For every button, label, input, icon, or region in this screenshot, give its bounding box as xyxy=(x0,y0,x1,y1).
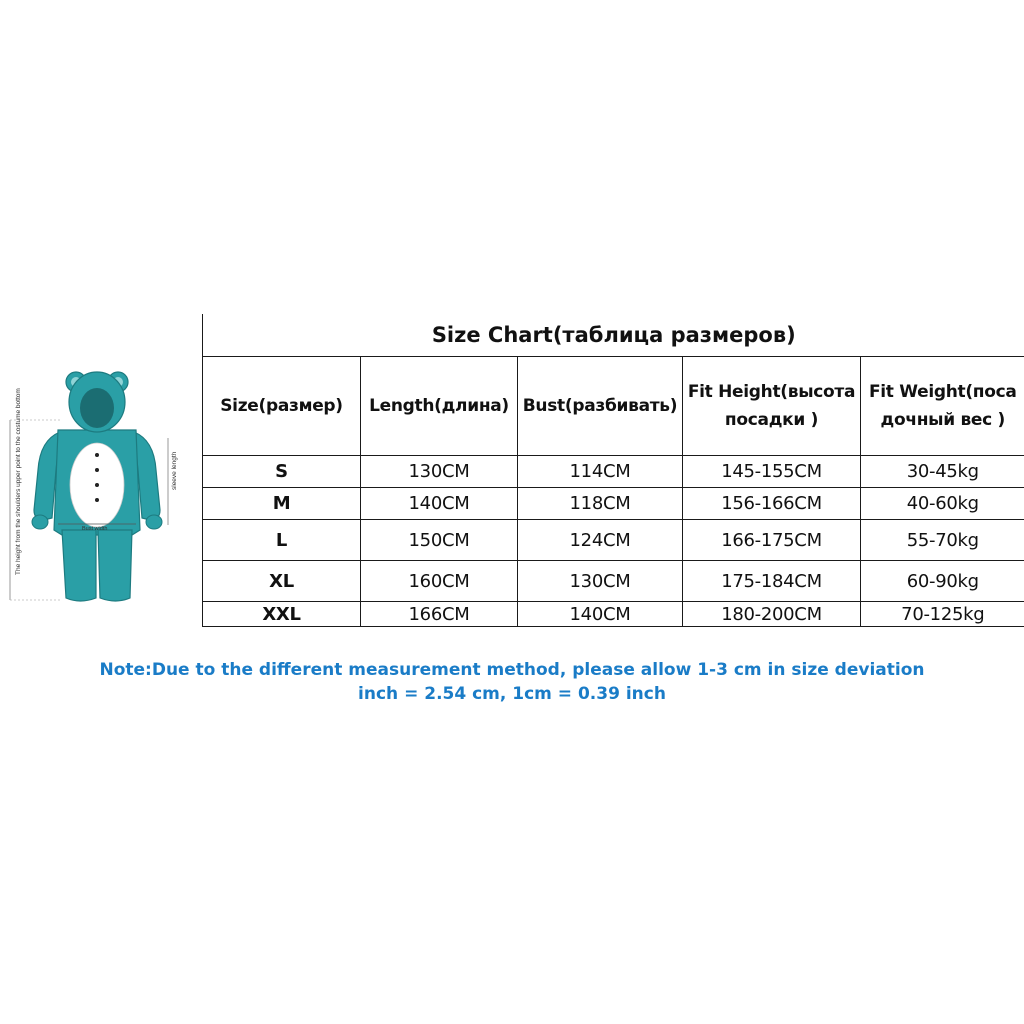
table-row xyxy=(203,602,1024,627)
button-4 xyxy=(95,498,99,502)
table-row xyxy=(203,520,1024,561)
cell-bust: 140CM xyxy=(518,602,683,627)
right-hand xyxy=(146,515,162,529)
sleeve-measure-label: sleeve length xyxy=(171,451,178,490)
cell-length: 166CM xyxy=(361,602,518,627)
cell-fit-height: 166-175CM xyxy=(683,520,861,561)
left-hand xyxy=(32,515,48,529)
button-3 xyxy=(95,483,99,487)
unit-conversion-note: inch = 2.54 cm, 1cm = 0.39 inch xyxy=(358,684,666,704)
cell-bust: 124CM xyxy=(518,520,683,561)
cell-fit-height: 156-166CM xyxy=(683,488,861,520)
right-leg xyxy=(98,530,132,601)
measurement-note: Note:Due to the different measurement method, please allow 1-3 cm in size deviation xyxy=(99,660,925,680)
cell-size: M xyxy=(203,488,361,520)
table-row xyxy=(203,456,1024,488)
bust-measure-label: Bust width xyxy=(82,526,108,532)
header-length: Length(длина) xyxy=(361,357,518,456)
bear-onesie-drawing xyxy=(0,360,200,610)
table-title-row xyxy=(203,314,1024,357)
button-1 xyxy=(95,453,99,457)
header-fit-height: Fit Height(высота посадки ) xyxy=(683,357,861,456)
cell-bust: 130CM xyxy=(518,561,683,602)
size-chart-table xyxy=(202,314,1024,627)
table-header-row xyxy=(203,357,1024,456)
cell-size: XL xyxy=(203,561,361,602)
cell-bust: 118CM xyxy=(518,488,683,520)
cell-size: L xyxy=(203,520,361,561)
cell-size: S xyxy=(203,456,361,488)
cell-length: 150CM xyxy=(361,520,518,561)
cell-fit-weight: 40-60kg xyxy=(861,488,1024,520)
costume-illustration xyxy=(0,360,200,610)
cell-fit-weight: 30-45kg xyxy=(861,456,1024,488)
cell-fit-height: 175-184CM xyxy=(683,561,861,602)
cell-length: 140CM xyxy=(361,488,518,520)
cell-size: XXL xyxy=(203,602,361,627)
table-row xyxy=(203,488,1024,520)
cell-fit-weight: 60-90kg xyxy=(861,561,1024,602)
header-bust: Bust(разбивать) xyxy=(518,357,683,456)
cell-bust: 114CM xyxy=(518,456,683,488)
button-2 xyxy=(95,468,99,472)
table-row xyxy=(203,561,1024,602)
header-fit-weight: Fit Weight(поса дочный вес ) xyxy=(861,357,1024,456)
cell-length: 130CM xyxy=(361,456,518,488)
height-measure-label: The height from the shoulders upper point to the costume bottom xyxy=(15,388,22,575)
cell-fit-weight: 70-125kg xyxy=(861,602,1024,627)
cell-fit-weight: 55-70kg xyxy=(861,520,1024,561)
cell-length: 160CM xyxy=(361,561,518,602)
cell-fit-height: 180-200CM xyxy=(683,602,861,627)
header-size: Size(размер) xyxy=(203,357,361,456)
left-leg xyxy=(62,530,96,601)
hood-opening xyxy=(80,388,114,428)
table-title: Size Chart(таблица размеров) xyxy=(203,314,1024,357)
cell-fit-height: 145-155CM xyxy=(683,456,861,488)
